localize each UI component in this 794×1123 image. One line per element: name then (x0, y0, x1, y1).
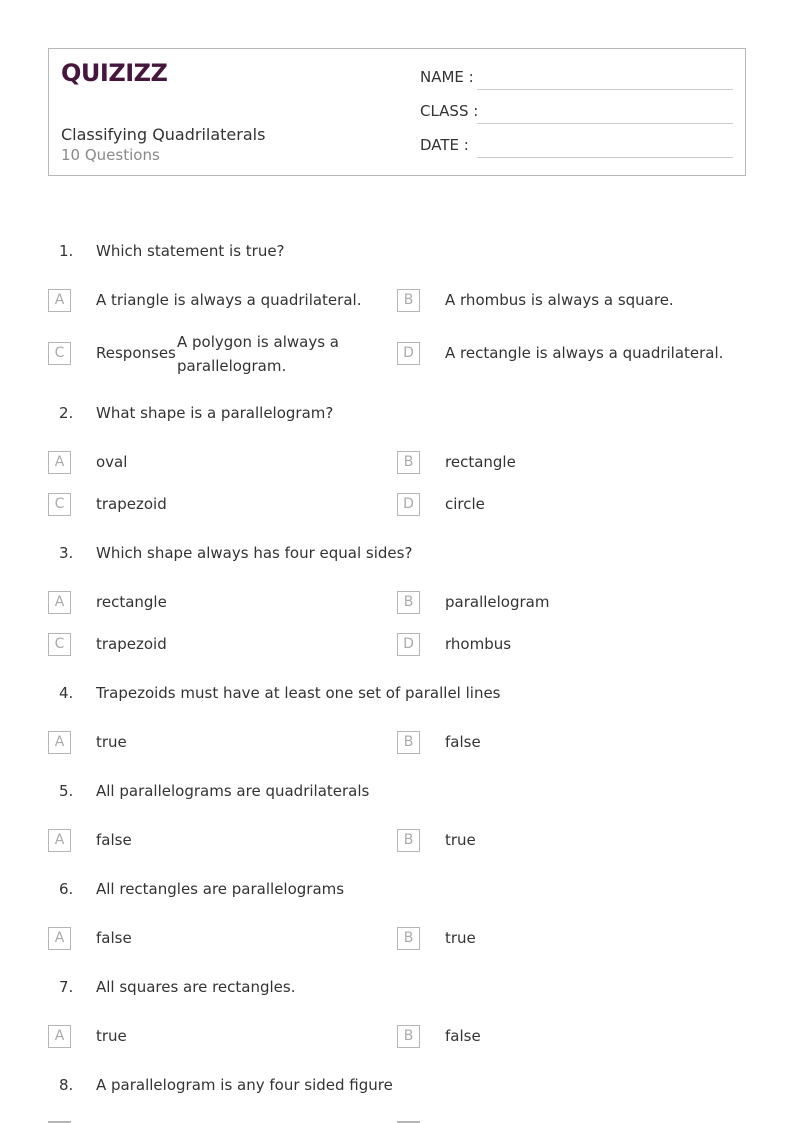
option-a-text: false (96, 831, 132, 849)
option-b-box[interactable]: B (397, 289, 420, 312)
option-a-box[interactable]: A (48, 731, 71, 754)
option-a-text: false (96, 929, 132, 947)
question-text: A parallelogram is any four sided figure (96, 1076, 393, 1094)
question-text: All parallelograms are quadrilaterals (96, 782, 370, 800)
option-b-text: parallelogram (445, 593, 550, 611)
question-text: All rectangles are parallelograms (96, 880, 345, 898)
option-b-text: false (445, 733, 481, 751)
question-number: 4. (59, 684, 74, 702)
class-line[interactable] (477, 123, 733, 124)
option-b-box[interactable]: B (397, 829, 420, 852)
class-label: CLASS : (420, 102, 479, 120)
option-b-text: A rhombus is always a square. (445, 291, 674, 309)
option-b-box[interactable]: B (397, 927, 420, 950)
option-b-box[interactable]: B (397, 451, 420, 474)
option-a-text: rectangle (96, 593, 167, 611)
option-b-box[interactable]: B (397, 731, 420, 754)
question-number: 7. (59, 978, 74, 996)
option-a-box[interactable]: A (48, 289, 71, 312)
option-b-text: true (445, 929, 476, 947)
option-b-box[interactable]: B (397, 591, 420, 614)
option-a-text: oval (96, 453, 128, 471)
option-b-text: false (445, 1027, 481, 1045)
option-a-box[interactable]: A (48, 451, 71, 474)
question-number: 8. (59, 1076, 74, 1094)
question-count: 10 Questions (61, 146, 160, 164)
question-number: 2. (59, 404, 74, 422)
option-c-text: A polygon is always a parallelogram. (177, 333, 339, 375)
option-b-text: rectangle (445, 453, 516, 471)
option-a-box[interactable]: A (48, 1025, 71, 1048)
quizizz-logo: QUIZIZZ (61, 59, 168, 87)
option-a-box[interactable]: A (48, 829, 71, 852)
name-label: NAME : (420, 68, 474, 86)
option-d-box[interactable]: D (397, 342, 420, 365)
option-c-box[interactable]: C (48, 493, 71, 516)
question-text: Trapezoids must have at least one set of parallel lines (96, 684, 501, 702)
option-c-text: trapezoid (96, 635, 167, 653)
option-a-box[interactable]: A (48, 927, 71, 950)
name-line[interactable] (477, 89, 733, 90)
option-d-text: rhombus (445, 635, 512, 653)
option-b-box[interactable]: B (397, 1025, 420, 1048)
question-number: 5. (59, 782, 74, 800)
option-d-text: circle (445, 495, 485, 513)
question-number: 6. (59, 880, 74, 898)
date-line[interactable] (477, 157, 733, 158)
option-b-text: true (445, 831, 476, 849)
option-c-text: trapezoid (96, 495, 167, 513)
question-text: Which statement is true? (96, 242, 285, 260)
question-text: Which shape always has four equal sides? (96, 544, 413, 562)
question-number: 3. (59, 544, 74, 562)
option-d-box[interactable]: D (397, 633, 420, 656)
question-number: 1. (59, 242, 74, 260)
option-c-box[interactable]: C (48, 342, 71, 365)
option-d-box[interactable]: D (397, 493, 420, 516)
option-d-text: A rectangle is always a quadrilateral. (445, 344, 724, 362)
date-label: DATE : (420, 136, 469, 154)
option-c-prefix: Responses (96, 344, 176, 362)
question-text: What shape is a parallelogram? (96, 404, 334, 422)
question-text: All squares are rectangles. (96, 978, 296, 996)
option-a-text: true (96, 733, 127, 751)
option-c-box[interactable]: C (48, 633, 71, 656)
option-a-text: true (96, 1027, 127, 1045)
worksheet-header (48, 48, 746, 176)
worksheet-title: Classifying Quadrilaterals (61, 125, 266, 144)
option-a-text: A triangle is always a quadrilateral. (96, 291, 362, 309)
option-a-box[interactable]: A (48, 591, 71, 614)
